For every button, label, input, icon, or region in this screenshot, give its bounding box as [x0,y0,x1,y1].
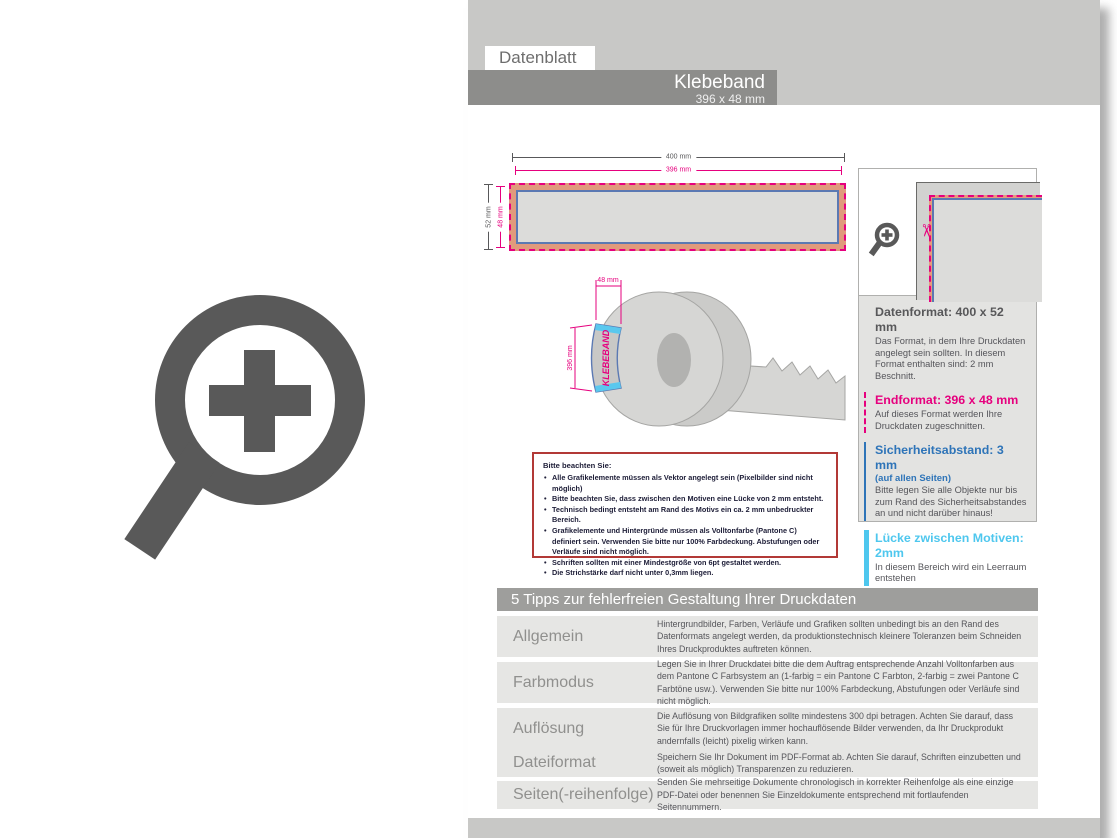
corner-drawing [916,182,1036,296]
note-item: • Alle Grafikelemente müssen als Vektor angelegt sein (Pixelbilder sind nicht möglich) [543,473,827,494]
datenformat-block [864,304,1028,383]
panel-text [859,296,1036,586]
tips-header: 5 Tipps zur fehlerfreien Gestaltung Ihrer Druckdaten [497,588,1038,611]
sicherheitsabstand-block [864,442,1028,521]
product-titlebar [468,70,777,105]
format-detail-panel [858,168,1037,583]
sicherheitsabstand-subtitle: (auf allen Seiten) [875,473,952,484]
tip-label: Auflösung [513,719,585,737]
tape-roll-drawing [568,272,858,437]
tip-body: Hintergrundbilder, Farben, Verläufe und Grafiken sollten unbedingt bis an den Rand des Datenformats angelegt werden, da produktionstechnisch kleinere Toleranzen beim Schneiden Ihres Druckproduktes auftreten können. [657,618,1022,654]
note-item: • Technisch bedingt entsteht am Rand des Motivs ein ca. 2 mm unbedruckter Bereich. [543,505,827,526]
tip-row-seitenreihenfolge [497,777,1038,813]
roll-core [657,333,691,387]
tip-body: Die Auflösung von Bildgrafiken sollte mindestens 300 dpi betragen. Achten Sie darauf, dass Sie für Ihre Druckvorlagen immer hochauflösende Bilder verwenden, da Ihr Druckprodukt andernfalls (leicht) pixelig wirken kann. [657,710,1014,746]
dim-inner-width: 396 mm [515,170,842,171]
endformat-title: Endformat: 396 x 48 mm [875,393,1019,407]
datenformat-body: Das Format, in dem Ihre Druckdaten angelegt sein sollten. In diesem Format enthalten sind: 2 mm Beschnitt. [875,336,1026,381]
datenformat-title: Datenformat: 400 x 52 mm [875,305,1004,334]
sicherheitsabstand-body: Bitte legen Sie alle Objekte nur bis zum Rand des Sicherheitsabstandes an und nicht darüber hinaus! [875,485,1027,518]
bleed-area [509,183,846,251]
roll-label-text: KLEBEBAND [601,329,611,387]
tip-body: Senden Sie mehrseitige Dokumente chronologisch in korrekter Reihenfolge als eine einzige PDF-Datei oder benennen Sie Einzeldokumente entsprechend mit fortlaufenden Seitennummern. [657,777,1014,813]
zoom-plus-icon [132,282,372,554]
tip-row-allgemein [497,616,1038,657]
endformat-block [864,392,1028,433]
tip-label: Seiten(-reihenfolge) [513,786,654,803]
tip-label: Dateiformat [513,754,596,771]
note-title: Bitte beachten Sie: [543,461,612,470]
tip-body: Legen Sie in Ihrer Druckdatei bitte die dem Auftrag entsprechende Anzahl Volltonfarben aus dem Pantone C Farbsystem an (1-farbig = ein Pantone C Farbton, 2-farbig = zwei Pantone C Farbtöne usw.). Verwenden Sie bitte nur 100% Farbdeckung, Abstufungen oder Verläufe sind nicht möglich. [657,658,1020,706]
datenblatt-tab: Datenblatt [485,46,595,70]
note-item: • Grafikelemente und Hintergründe müssen als Volltonfarbe (Pantone C) definiert sein. Verwenden Sie bitte nur 100% Farbdeckung. Abstufungen oder Verläufe sind nicht möglich. [543,526,827,558]
corner-detail-view [859,169,1036,296]
tip-label: Farbmodus [513,673,594,691]
scissors-icon: ✂ [916,223,936,238]
roll-width-dim: 48 mm [597,277,619,284]
tip-body: Speichern Sie Ihr Dokument im PDF-Format ab. Achten Sie darauf, Schriften einzubetten und (soweit als möglich) Transparenzen zu reduzieren. [657,751,1021,774]
sicherheitsabstand-title: Sicherheitsabstand: 3 mm [875,443,1004,472]
note-box [532,452,838,578]
dim-inner-height: 48 mm [500,186,501,248]
note-item: • Schriften sollten mit einer Mindestgröße von 6pt gestaltet werden. [543,558,827,569]
safety-zone [932,198,1042,302]
safety-area [516,190,839,244]
luecke-title: Lücke zwischen Motiven: 2mm [875,530,1024,560]
dim-outer-width: 400 mm [512,157,845,158]
format-drawing [484,150,848,265]
endformat-body: Auf dieses Format werden Ihre Druckdaten zugeschnitten. [875,409,1003,431]
page-subtitle: 396 x 48 mm [695,92,765,106]
magnifier-icon [868,221,902,257]
luecke-body: In diesem Bereich wird ein Leerraum entstehen [875,561,1027,583]
note-item: • Die Strichstärke darf nicht unter 0,3mm liegen. [543,568,827,579]
page-title: Klebeband [674,72,765,93]
footer-band [468,818,1100,838]
roll-height-dim: 396 mm [567,345,574,371]
tip-row-dateiformat [497,749,1038,777]
note-item: • Bitte beachten Sie, dass zwischen den Motiven eine Lücke von 2 mm entsteht. [543,494,827,505]
tip-row-farbmodus [497,658,1038,706]
luecke-block [864,530,1028,586]
tip-label: Allgemein [513,627,584,645]
tip-row-aufloesung [497,708,1038,749]
datasheet-page [468,0,1100,838]
dim-outer-height: 52 mm [488,184,489,250]
